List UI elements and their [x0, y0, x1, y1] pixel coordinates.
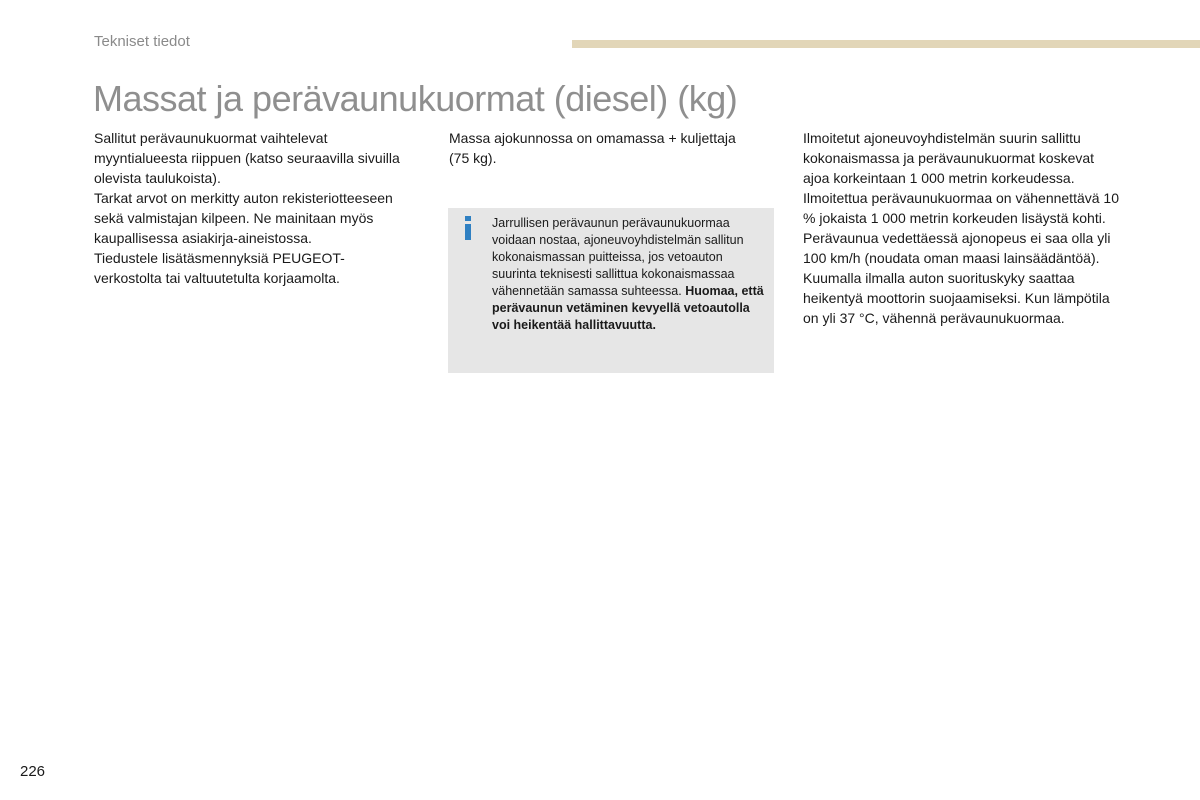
info-box-text-bold: Huomaa, että perävaunun vetäminen kevyellä vetoautolla voi heikentää hallittavuutta. — [492, 284, 764, 332]
header-accent-bar — [572, 40, 1200, 48]
page-number: 226 — [20, 763, 46, 780]
column-right — [803, 128, 1123, 328]
info-box — [448, 208, 774, 373]
page-title: Massat ja perävaunukuormat (diesel) (kg) — [93, 78, 738, 119]
paragraph-hot-weather: Kuumalla ilmalla auton suorituskyky saattaa heikentyä moottorin suojaamiseksi. Kun lämpötila on yli 37 °C, vähennä perävaunukuormaa. — [803, 270, 1110, 326]
paragraph-altitude: Ilmoitetut ajoneuvoyhdistelmän suurin sallittu kokonaismassa ja perävaunukuormat koskevat ajoa korkeintaan 1 000 metrin korkeudessa. Ilmoitettua perävaunukuormaa on vähennettävä 10 % jokaista 1 000 metrin korkeuden lisäystä kohti. — [803, 130, 1119, 226]
info-box-text — [492, 215, 768, 334]
paragraph-kerb-mass: Massa ajokunnossa on omamassa + kuljettaja (75 kg). — [449, 130, 736, 166]
paragraph-ask-network: Tiedustele lisätäsmennyksiä PEUGEOT-verkostolta tai valtuutetulta korjaamolta. — [94, 250, 345, 286]
info-icon — [463, 216, 473, 240]
info-box-text-normal: Jarrullisen perävaunun perävaunukuormaa voidaan nostaa, ajoneuvoyhdistelmän sallitun kokonaismassan puitteissa, jos vetoauton suurinta teknisesti sallittua kokonaismassaa vähennetään samassa suhteessa. — [492, 216, 744, 298]
paragraph-exact-values: Tarkat arvot on merkitty auton rekisteriotteeseen sekä valmistajan kilpeen. Ne mainitaan myös kaupallisessa asiakirja-aineistossa. — [94, 190, 393, 246]
section-label: Tekniset tiedot — [94, 33, 190, 50]
column-middle — [449, 128, 749, 168]
paragraph-trailer-loads-vary: Sallitut perävaunukuormat vaihtelevat myyntialueesta riippuen (katso seuraavilla sivuilla olevista taulukoista). — [94, 130, 400, 186]
column-left — [94, 128, 404, 288]
paragraph-speed-limit: Perävaunua vedettäessä ajonopeus ei saa olla yli 100 km/h (noudata oman maasi lainsäädäntöä). — [803, 230, 1111, 266]
